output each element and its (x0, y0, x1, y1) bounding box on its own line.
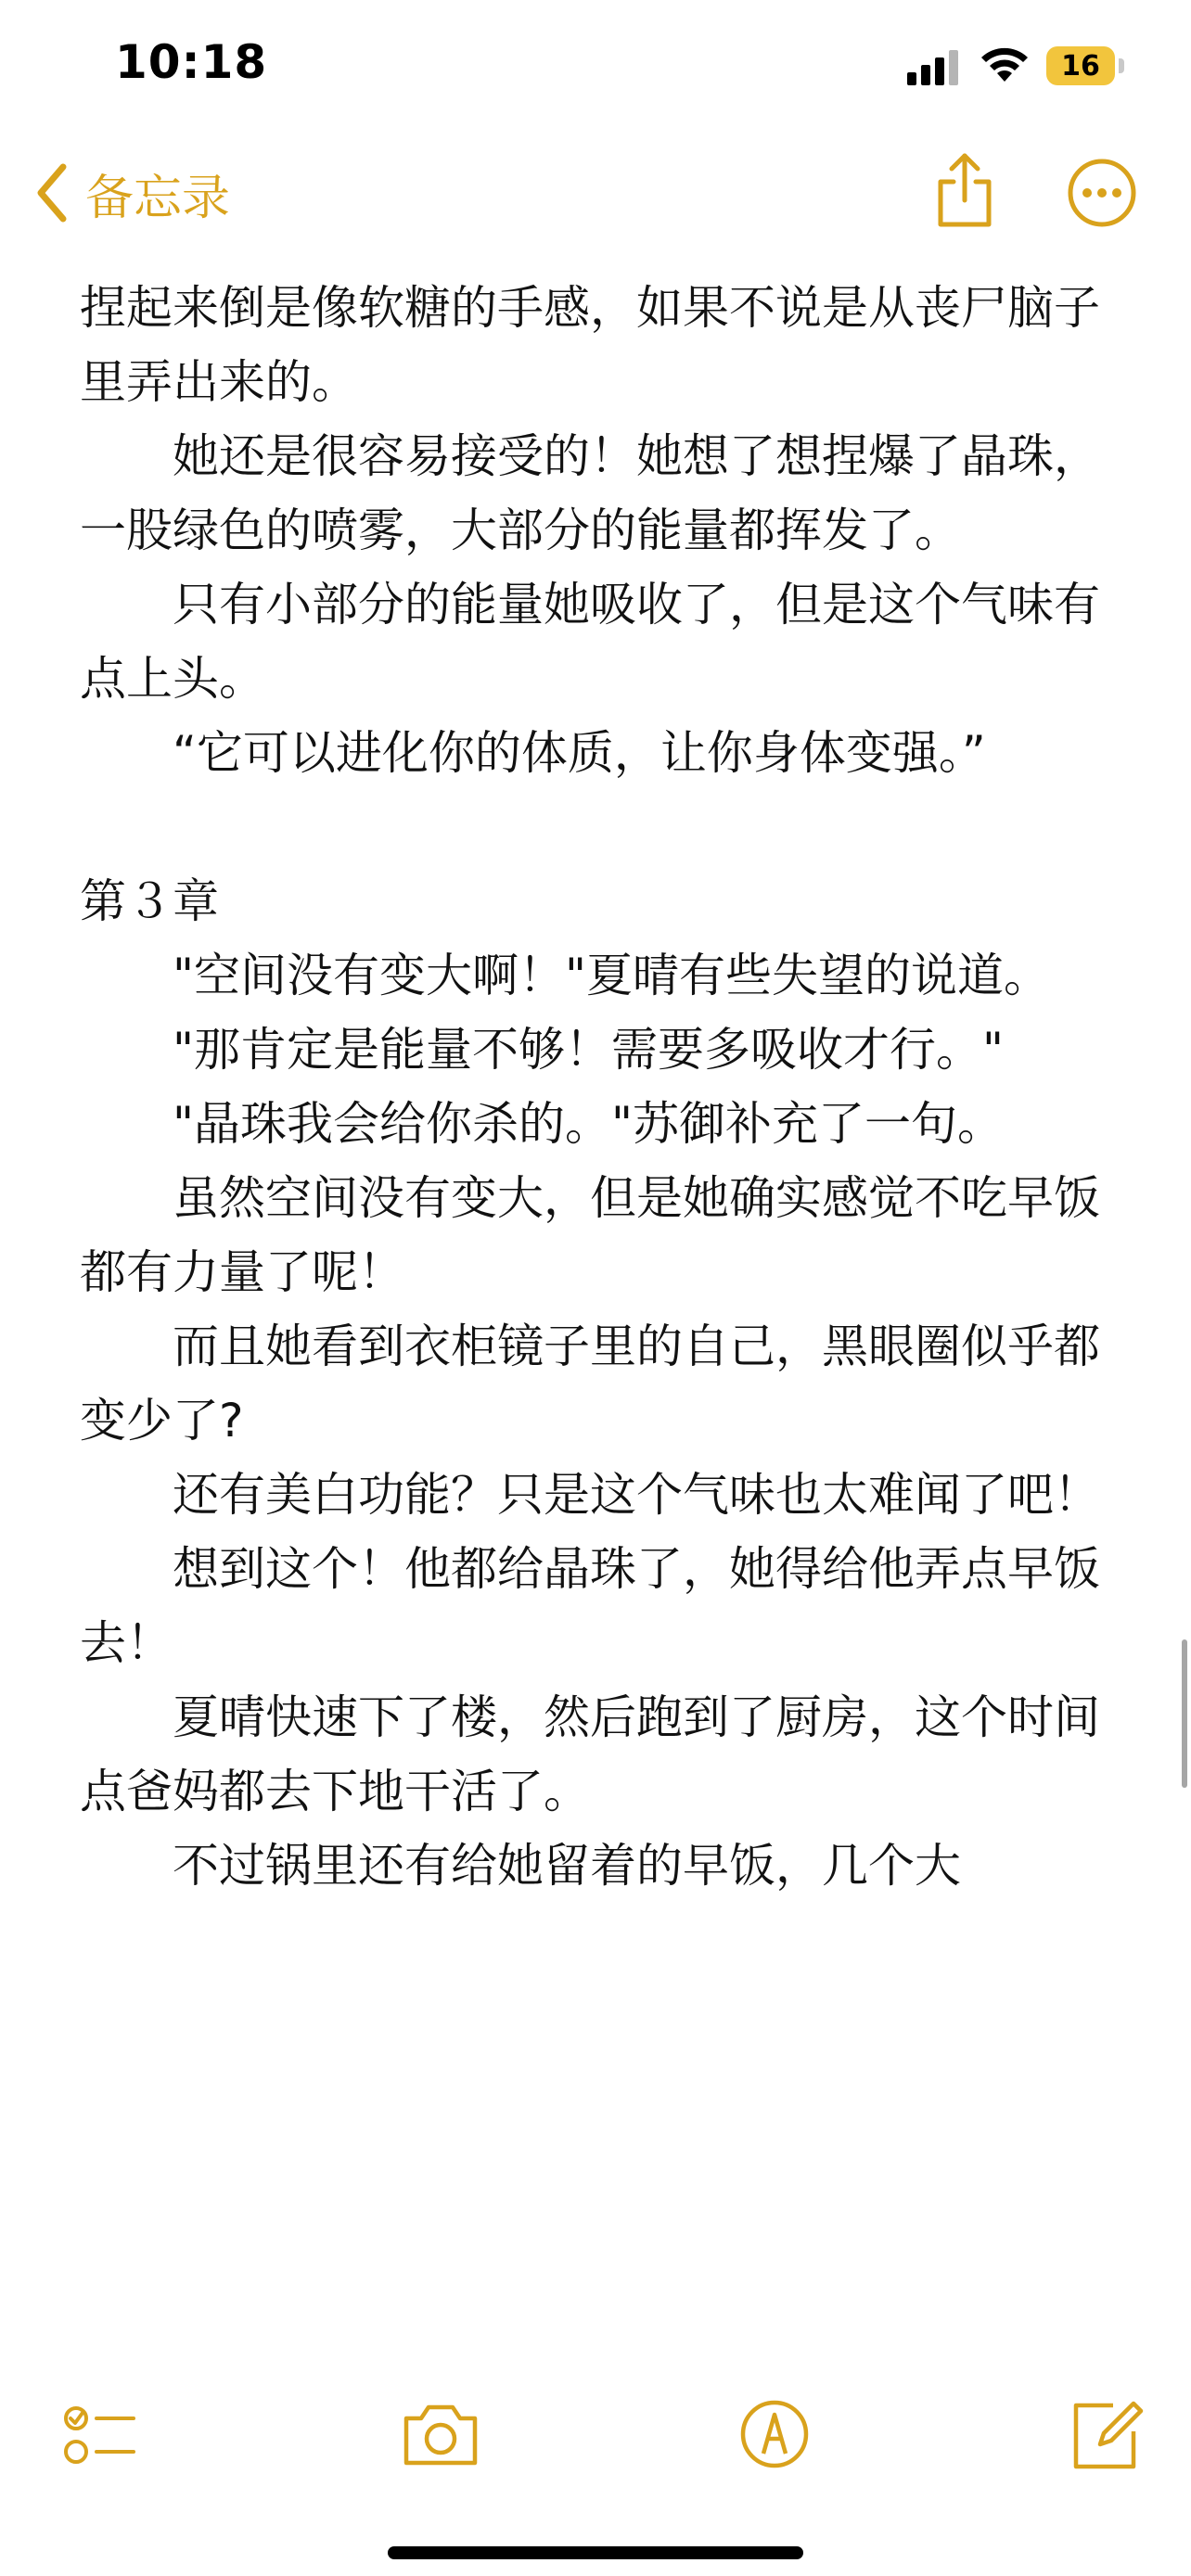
scrollbar[interactable] (1182, 1639, 1187, 1788)
note-paragraph: 想到这个！他都给晶珠了，她得给他弄点早饭去！ (80, 1542, 1100, 1670)
chevron-left-icon (33, 161, 70, 224)
status-time: 10:18 (115, 35, 268, 89)
note-paragraph: 不过锅里还有给她留着的早饭，几个大 (80, 1839, 961, 1893)
compose-icon (1063, 2392, 1146, 2476)
checklist-button[interactable] (58, 2392, 141, 2476)
note-paragraph: 她还是很容易接受的！她想了想捏爆了晶珠，一股绿色的喷雾，大部分的能量都挥发了。 (80, 429, 1100, 557)
markup-button[interactable] (733, 2392, 816, 2476)
share-icon[interactable] (928, 148, 1002, 232)
note-paragraph: "空间没有变大啊！"夏晴有些失望的说道。 (80, 949, 1050, 1002)
note-paragraph: 而且她看到衣柜镜子里的自己，黑眼圈似乎都变少了? (80, 1320, 1100, 1447)
camera-icon (399, 2392, 482, 2476)
home-indicator[interactable] (388, 2546, 803, 2559)
battery-tip (1119, 58, 1124, 73)
ellipsis-circle-icon[interactable] (1065, 156, 1139, 230)
toolbar-background (0, 2337, 1191, 2576)
compose-button[interactable] (1063, 2392, 1146, 2476)
camera-button[interactable] (399, 2392, 482, 2476)
back-button[interactable] (33, 156, 230, 230)
note-paragraph: “它可以进化你的体质，让你身体变强。” (80, 726, 986, 780)
note-body[interactable] (80, 271, 1119, 1903)
battery-level: 16 (1061, 49, 1100, 83)
note-paragraph: "晶珠我会给你杀的。"苏御补充了一句。 (80, 1097, 1004, 1151)
markup-pen-icon (733, 2392, 816, 2476)
note-paragraph: 捏起来倒是像软糖的手感，如果不说是从丧尸脑子里弄出来的。 (80, 281, 1100, 409)
note-paragraph: 虽然空间没有变大，但是她确实感觉不吃早饭都有力量了呢！ (80, 1171, 1100, 1299)
note-paragraph: "那肯定是能量不够！需要多吸收才行。" (80, 1023, 1004, 1077)
back-label: 备忘录 (85, 170, 231, 226)
note-paragraph: 还有美白功能？只是这个气味也太难闻了吧！ (80, 1468, 1100, 1522)
checklist-icon (58, 2392, 141, 2476)
note-paragraph: 夏晴快速下了楼，然后跑到了厨房，这个时间点爸妈都去下地干活了。 (80, 1690, 1100, 1818)
note-paragraph: 只有小部分的能量她吸收了，但是这个气味有点上头。 (80, 578, 1100, 706)
scrolled-text-ghost (80, 0, 1119, 74)
chapter-title: 第３章 (80, 874, 219, 928)
